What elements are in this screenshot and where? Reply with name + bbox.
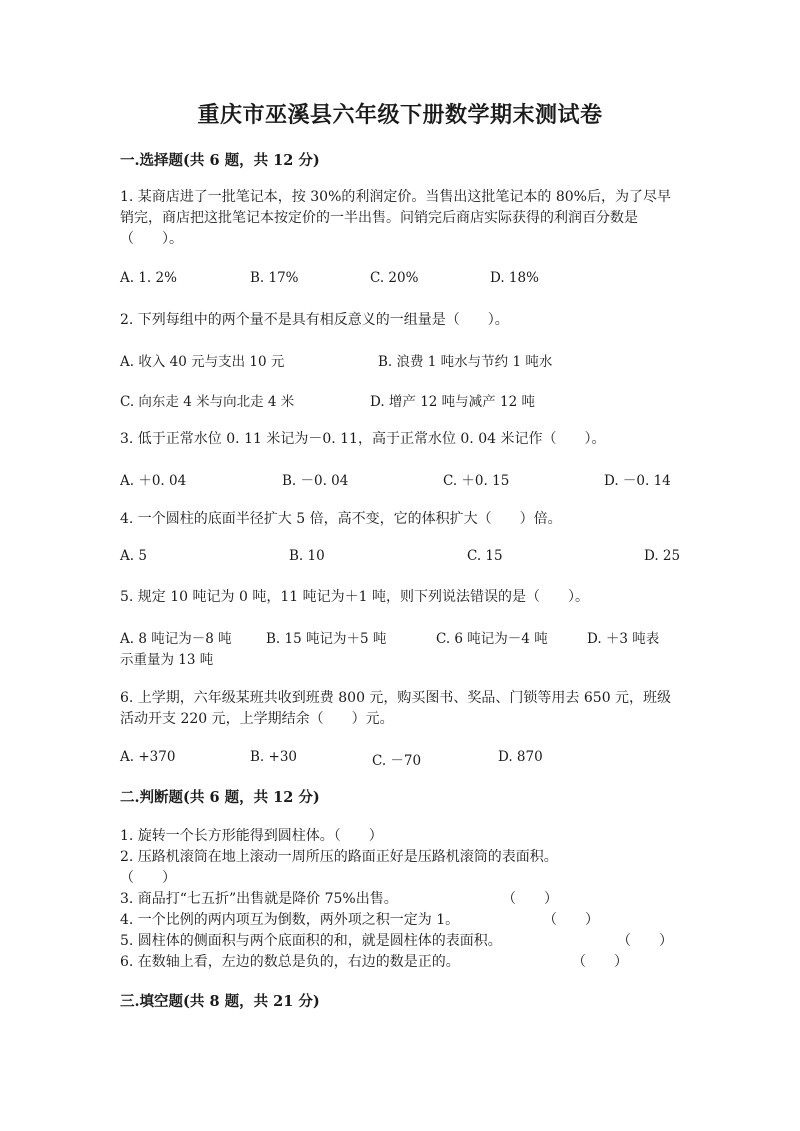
question-1-option-a: A. 1. 2%	[120, 270, 177, 286]
section-heading-fill: 三.填空题(共 8 题，共 21 分)	[120, 993, 320, 1010]
judge-item-6-text: 6. 在数轴上看，左边的数总是负的，右边的数是正的。	[120, 954, 460, 970]
judge-item-6	[120, 952, 680, 973]
judge-item-1	[120, 826, 680, 847]
judge-item-4-paren: （ ）	[543, 912, 599, 928]
question-3-option-a: A. ＋0. 04	[120, 473, 187, 489]
judge-item-2-text: 2. 压路机滚筒在地上滚动一周所压的路面正好是压路机滚筒的表面积。	[120, 849, 558, 865]
judge-item-3-text: 3. 商品打“七五折”出售就是降价 75%出售。	[120, 891, 398, 907]
question-5-option-d: D. ＋3 吨表	[587, 631, 660, 647]
judge-item-2	[120, 847, 680, 868]
question-4-option-a: A. 5	[120, 548, 147, 564]
question-4-option-d: D. 25	[644, 548, 681, 564]
judge-item-4-text: 4. 一个比例的两内项互为倒数，两外项之积一定为 1。	[120, 912, 460, 928]
question-2-option-a: A. 收入 40 元与支出 10 元	[120, 354, 285, 370]
judge-item-5-paren: （ ）	[617, 933, 673, 949]
page-title: 重庆市巫溪县六年级下册数学期末测试卷	[197, 102, 603, 128]
question-6-option-c: C. －70	[372, 753, 422, 769]
question-3-option-b: B. －0. 04	[282, 473, 349, 489]
question-3-option-d: D. －0. 14	[604, 473, 671, 489]
question-6-text: 6. 上学期，六年级某班共收到班费 800 元，购买图书、奖品、门锁等用去 650 元，班级活动开支 220 元，上学期结余（ ）元。	[120, 690, 672, 727]
question-4-option-b: B. 10	[289, 548, 325, 564]
judge-item-5	[120, 931, 680, 952]
question-6-option-a: A. +370	[120, 749, 176, 765]
question-2-option-b: B. 浪费 1 吨水与节约 1 吨水	[378, 354, 553, 370]
judge-item-6-paren: （ ）	[572, 954, 628, 970]
judge-item-3	[120, 889, 680, 910]
question-5-option-b: B. 15 吨记为＋5 吨	[266, 631, 387, 647]
question-1-text: 1. 某商店进了一批笔记本，按 30%的利润定价。当售出这批笔记本的 80%后，为了尽早销完，商店把这批笔记本按定价的一半出售。问销完后商店实际获得的利润百分数是（ ）。	[120, 189, 671, 247]
section-heading-choice: 一.选择题(共 6 题，共 12 分)	[120, 152, 320, 169]
question-1-option-b: B. 17%	[250, 270, 299, 286]
judge-item-2-continuation	[120, 868, 680, 889]
question-2-text: 2. 下列每组中的两个量不是具有相反意义的一组量是（ ）。	[120, 312, 509, 328]
question-5-text: 5. 规定 10 吨记为 0 吨，11 吨记为＋1 吨，则下列说法错误的是（ ）。	[120, 589, 589, 605]
question-2-option-c: C. 向东走 4 米与向北走 4 米	[120, 394, 295, 410]
question-5-option-c: C. 6 吨记为－4 吨	[436, 631, 548, 647]
section-heading-judge: 二.判断题(共 6 题，共 12 分)	[120, 789, 320, 806]
question-4-text: 4. 一个圆柱的底面半径扩大 5 倍，高不变，它的体积扩大（ ）倍。	[120, 511, 562, 527]
question-1-option-d: D. 18%	[490, 270, 539, 286]
question-5-option-d-continuation: 示重量为 13 吨	[120, 652, 214, 668]
question-3-text: 3. 低于正常水位 0. 11 米记为－0. 11，高于正常水位 0. 04 米记作（ ）。	[120, 431, 606, 447]
question-3-option-c: C. ＋0. 15	[443, 473, 510, 489]
question-4-option-c: C. 15	[467, 548, 503, 564]
judge-item-2-paren: （ ）	[120, 870, 176, 886]
judge-item-5-text: 5. 圆柱体的侧面积与两个底面积的和，就是圆柱体的表面积。	[120, 933, 502, 949]
question-6-option-b: B. +30	[250, 749, 297, 765]
question-2-option-d: D. 增产 12 吨与减产 12 吨	[370, 394, 535, 410]
question-5-option-a: A. 8 吨记为－8 吨	[120, 631, 232, 647]
judge-item-3-paren: （ ）	[502, 891, 558, 907]
question-6-option-d: D. 870	[498, 749, 543, 765]
judge-item-4	[120, 910, 680, 931]
judge-item-1-text: 1. 旋转一个长方形能得到圆柱体。（ ）	[120, 828, 383, 844]
question-1-option-c: C. 20%	[370, 270, 419, 286]
